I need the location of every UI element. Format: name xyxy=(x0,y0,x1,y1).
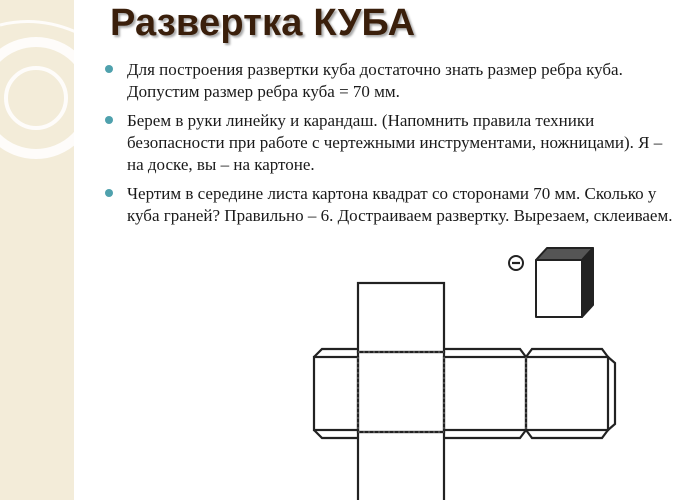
net-flap-top-right xyxy=(444,349,526,357)
net-flap-bottom-far-right xyxy=(526,430,608,438)
net-face-right xyxy=(444,357,526,430)
bullet-text: Чертим в середине листа картона квадрат со сторонами 70 мм. Сколько у куба граней? Правильно – 6. Достраиваем развертку. Вырезаем, склеиваем. xyxy=(127,184,673,225)
net-flap-bottom-left xyxy=(314,430,358,438)
net-face-bottom xyxy=(358,432,444,500)
net-face-top xyxy=(358,283,444,352)
decor-ring-inner xyxy=(6,68,66,128)
bullet-text: Берем в руки линейку и карандаш. (Напомнить правила техники безопасности при работе с чертежными инструментами, ножницами). Я – на доске, вы – на картоне. xyxy=(127,111,663,174)
net-face-left xyxy=(314,357,358,430)
bullet-text: Для построения развертки куба достаточно знать размер ребра куба. Допустим размер ребра куба = 70 мм. xyxy=(127,60,623,101)
bullet-item xyxy=(102,59,677,103)
net-face-center xyxy=(358,352,444,432)
bullet-item xyxy=(102,183,677,227)
fold-lines xyxy=(358,352,526,432)
net-flap-top-far-right xyxy=(526,349,608,357)
bullet-dot-icon xyxy=(105,189,113,197)
minus-circle-icon xyxy=(509,256,523,270)
bullet-dot-icon xyxy=(105,65,113,73)
page-title: Развертка КУБА xyxy=(110,2,416,44)
bullet-dot-icon xyxy=(105,116,113,124)
cube-icon xyxy=(536,248,593,317)
net-flap-top-left xyxy=(314,349,358,357)
decor-ring-outer xyxy=(0,42,92,154)
net-face-far-right xyxy=(526,357,608,430)
net-flap-bottom-right xyxy=(444,430,526,438)
bullet-item xyxy=(102,110,677,176)
bullet-list xyxy=(102,59,677,234)
